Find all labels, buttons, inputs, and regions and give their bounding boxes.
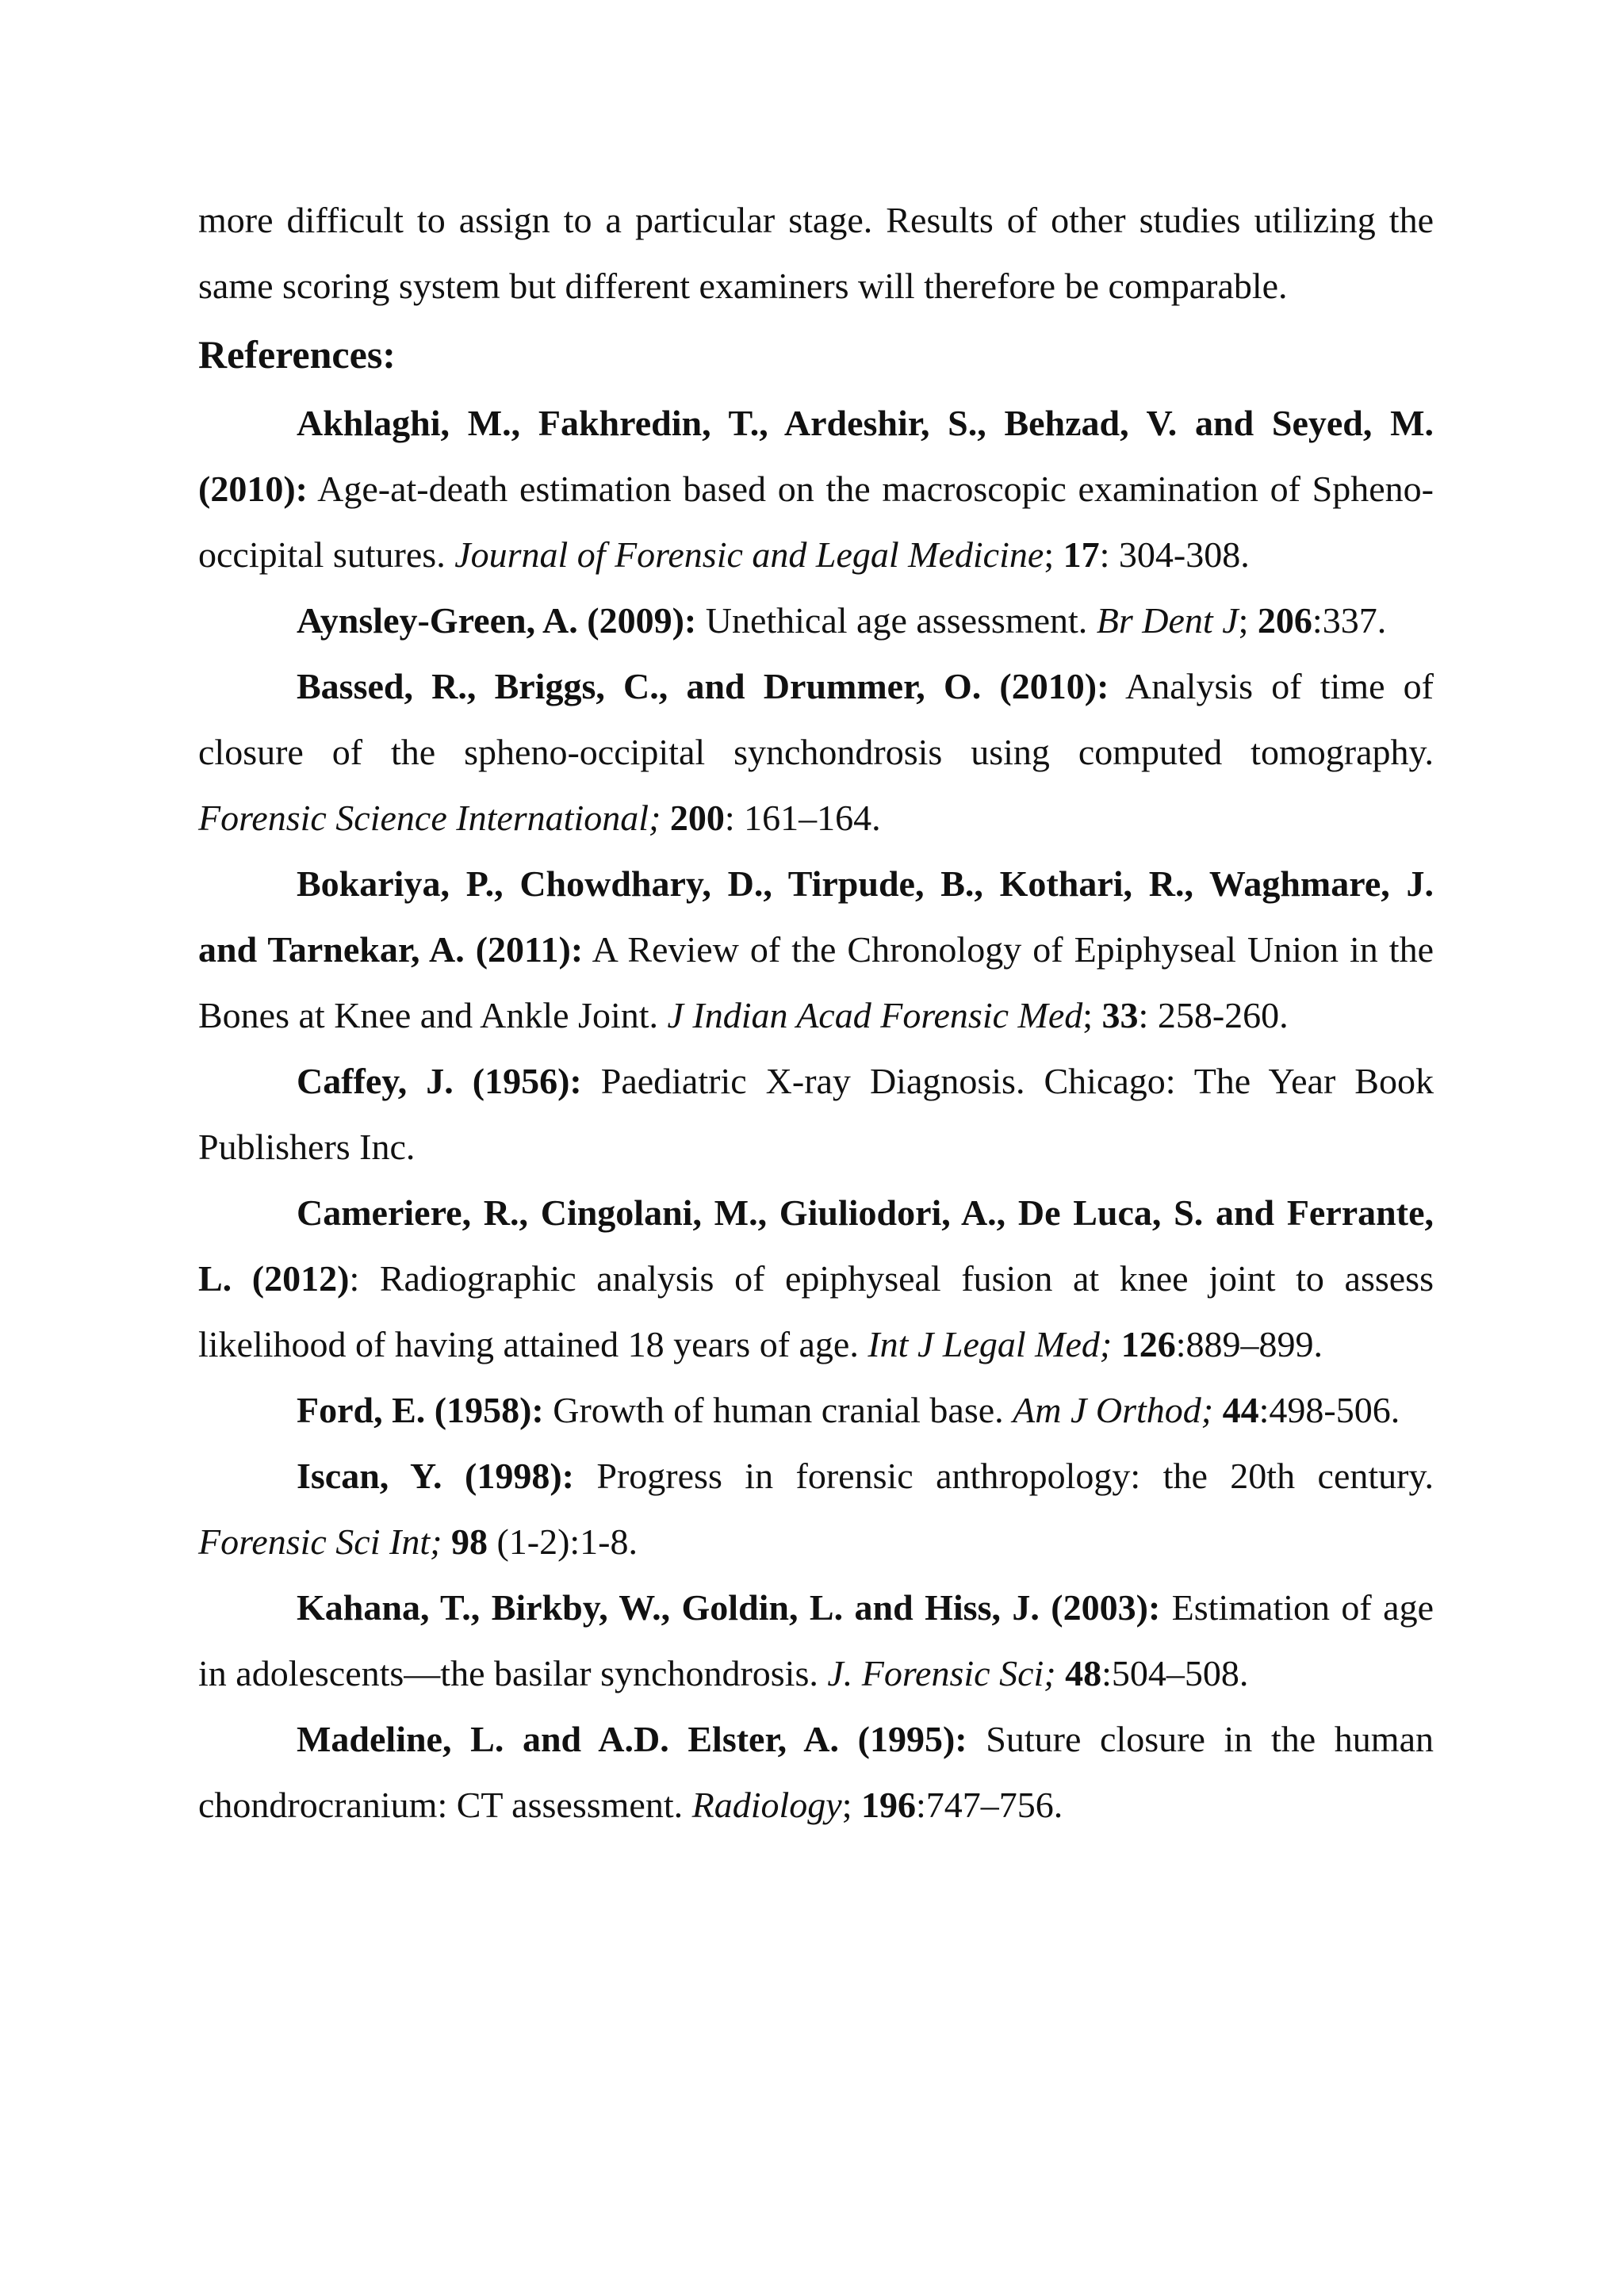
reference-authors: Aynsley-Green, A. (2009): [297, 600, 697, 641]
reference-authors: Akhlaghi, M., Fakhredin, T., Ardeshir, S., Behzad, V. and Seyed, M. (2010): [198, 403, 1434, 509]
reference-entry [198, 1377, 1434, 1443]
reference-entry [198, 1180, 1434, 1377]
reference-separator [661, 798, 670, 838]
reference-journal: Journal of Forensic and Legal Medicine [454, 534, 1044, 575]
reference-volume: 33 [1101, 995, 1139, 1035]
reference-entry [198, 1443, 1434, 1575]
reference-separator [1112, 1324, 1121, 1364]
reference-pages: : 161–164. [724, 798, 881, 838]
reference-pages: : 304-308. [1099, 534, 1250, 575]
reference-authors: Cameriere, R., Cingolani, M., Giuliodori, A., De Luca, S. and Ferrante, L. (2012) [198, 1192, 1434, 1299]
reference-volume: 200 [669, 798, 725, 838]
reference-title: Suture closure in the human chondrocranium: CT assessment. [198, 1719, 1434, 1825]
reference-volume: 17 [1063, 534, 1100, 575]
reference-authors: Bassed, R., Briggs, C., and Drummer, O. (2010): [297, 666, 1109, 706]
references-heading: References: [198, 332, 396, 377]
reference-title: : Radiographic analysis of epiphyseal fusion at knee joint to assess likelihood of having attained 18 years of age. [198, 1258, 1434, 1364]
reference-entry [198, 1048, 1434, 1180]
reference-title: Growth of human cranial base. [543, 1390, 1013, 1430]
reference-separator [1213, 1390, 1223, 1430]
reference-entry [198, 587, 1434, 653]
reference-separator: ; [1238, 600, 1258, 641]
reference-journal: Forensic Science International; [198, 798, 661, 838]
reference-journal: Am J Orthod; [1013, 1390, 1214, 1430]
reference-authors: Kahana, T., Birkby, W., Goldin, L. and Hiss, J. (2003): [297, 1587, 1161, 1628]
reference-separator: ; [1082, 995, 1102, 1035]
reference-journal: Radiology [691, 1785, 842, 1825]
references-list [198, 390, 1434, 1838]
reference-pages: :337. [1312, 600, 1387, 641]
reference-title: Progress in forensic anthropology: the 20th century. [573, 1456, 1434, 1496]
reference-volume: 196 [860, 1785, 916, 1825]
reference-journal: J Indian Acad Forensic Med [667, 995, 1083, 1035]
reference-pages: :747–756. [915, 1785, 1063, 1825]
reference-title: Age-at-death estimation based on the macroscopic examination of Spheno-occipital sutures. [198, 469, 1434, 575]
intro-paragraph: more difficult to assign to a particular stage. Results of other studies utilizing the same scoring system but different examiners will therefore be comparable. [198, 200, 1434, 306]
reference-authors: Iscan, Y. (1998): [297, 1456, 574, 1496]
reference-entry [198, 1575, 1434, 1706]
reference-authors: Madeline, L. and A.D. Elster, A. (1995): [297, 1719, 967, 1759]
reference-volume: 48 [1065, 1653, 1102, 1693]
reference-volume: 206 [1257, 600, 1312, 641]
reference-entry [198, 1706, 1434, 1838]
reference-title: Paediatric X-ray Diagnosis. Chicago: The Year Book Publishers Inc. [198, 1061, 1434, 1167]
reference-journal: Int J Legal Med; [868, 1324, 1113, 1364]
reference-authors: Ford, E. (1958): [297, 1390, 544, 1430]
reference-title: Estimation of age in adolescents—the basilar synchondrosis. [198, 1587, 1434, 1693]
reference-pages: :504–508. [1101, 1653, 1249, 1693]
reference-journal: J. Forensic Sci; [827, 1653, 1056, 1693]
reference-title: Unethical age assessment. [696, 600, 1097, 641]
reference-separator [442, 1521, 451, 1562]
reference-entry [198, 851, 1434, 1048]
reference-separator [1056, 1653, 1066, 1693]
reference-pages: : 258-260. [1138, 995, 1289, 1035]
reference-pages: (1-2):1-8. [487, 1521, 638, 1562]
reference-volume: 44 [1222, 1390, 1259, 1430]
reference-entry [198, 653, 1434, 851]
reference-title: A Review of the Chronology of Epiphyseal Union in the Bones at Knee and Ankle Joint. [198, 929, 1434, 1035]
reference-authors: Bokariya, P., Chowdhary, D., Tirpude, B., Kothari, R., Waghmare, J. and Tarnekar, A. (2011): [198, 863, 1434, 970]
reference-separator: ; [841, 1785, 861, 1825]
reference-journal: Forensic Sci Int; [198, 1521, 442, 1562]
reference-separator: ; [1044, 534, 1063, 575]
reference-journal: Br Dent J [1096, 600, 1239, 641]
document-page [198, 187, 1434, 1838]
reference-pages: :498-506. [1258, 1390, 1400, 1430]
reference-volume: 126 [1120, 1324, 1176, 1364]
reference-entry [198, 390, 1434, 587]
reference-volume: 98 [450, 1521, 488, 1562]
reference-pages: :889–899. [1175, 1324, 1323, 1364]
reference-authors: Caffey, J. (1956): [297, 1061, 582, 1101]
reference-title: Analysis of time of closure of the spheno-occipital synchondrosis using computed tomography. [198, 666, 1434, 772]
